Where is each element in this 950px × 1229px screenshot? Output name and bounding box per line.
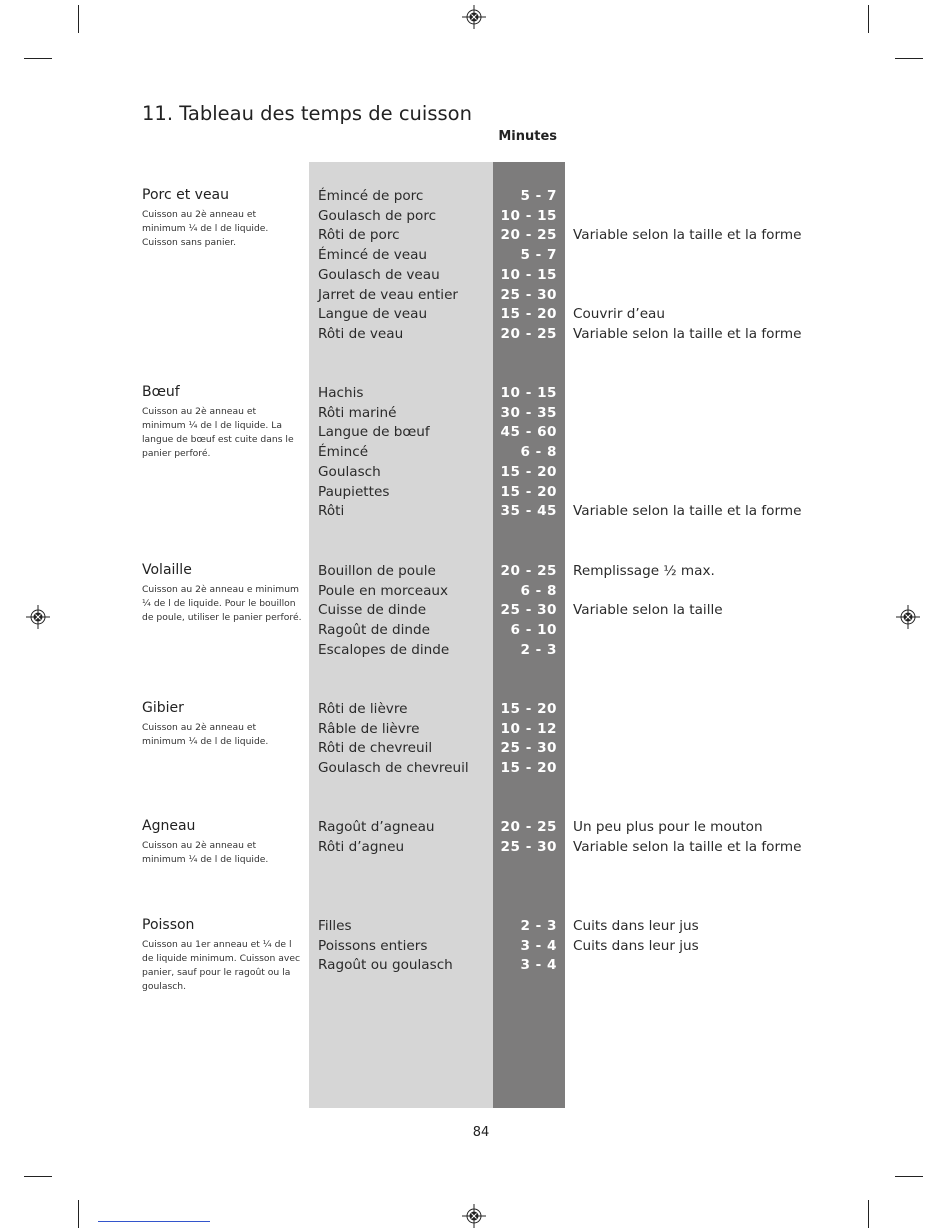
table-row (0, 305, 950, 325)
category-instructions: Cuisson au 2è anneau et minimum ¼ de l de liquide. (142, 722, 269, 747)
category-name: Bœuf (142, 384, 180, 400)
table-row (0, 562, 950, 582)
dish-name: Cuisse de dinde (318, 602, 427, 619)
cooking-note: Variable selon la taille et la forme (573, 227, 802, 244)
table-row (0, 187, 950, 207)
cooking-time: 20 - 25 (500, 227, 557, 244)
table-row (0, 266, 950, 286)
dish-name: Poule en morceaux (318, 582, 449, 599)
cooking-time: 45 - 60 (500, 424, 557, 441)
crop-mark (868, 5, 869, 33)
table-row (0, 404, 950, 424)
dish-name: Émincé de porc (318, 188, 424, 204)
dish-name: Langue de bœuf (318, 424, 430, 441)
page-title: 11. Tableau des temps de cuisson (142, 102, 472, 125)
table-row (0, 601, 950, 621)
table-row (0, 443, 950, 463)
registration-mark-icon (462, 5, 486, 29)
cooking-note: Remplissage ½ max. (573, 563, 715, 579)
cooking-time: 25 - 30 (500, 602, 557, 619)
cooking-note: Variable selon la taille et la forme (573, 838, 802, 855)
cooking-time: 6 - 10 (510, 622, 557, 639)
cooking-time: 3 - 4 (520, 957, 557, 974)
dish-name: Langue de veau (318, 306, 428, 323)
dish-name: Rôti de lièvre (318, 701, 408, 717)
cooking-time: 2 - 3 (520, 918, 557, 934)
dish-name: Rôti d’agneu (318, 838, 405, 855)
table-row (0, 384, 950, 404)
page-number: 84 (472, 1125, 490, 1140)
cooking-note: Cuits dans leur jus (573, 918, 699, 934)
link-underline (98, 1221, 210, 1222)
crop-mark (868, 1200, 869, 1228)
cooking-time: 15 - 20 (500, 760, 557, 777)
cooking-time: 15 - 20 (500, 463, 557, 480)
category-instructions: Cuisson au 2è anneau et minimum ¼ de l de liquide. (142, 840, 269, 865)
table-row (0, 423, 950, 443)
cooking-time: 10 - 15 (500, 266, 557, 283)
dish-name: Ragoût de dinde (318, 622, 431, 639)
dish-name: Goulasch de chevreuil (318, 760, 469, 777)
dish-name: Hachis (318, 385, 364, 401)
category-instructions: Cuisson au 1er anneau et ¼ de l de liquide minimum. Cuisson avec panier, sauf pour le ragoût ou la goulasch. (142, 939, 301, 992)
table-row (0, 641, 950, 661)
table-row (0, 759, 950, 779)
category-instructions: Cuisson au 2è anneau et minimum ¼ de l de liquide. Cuisson sans panier. (142, 209, 269, 248)
category-name: Poisson (142, 917, 195, 933)
table-row (0, 246, 950, 266)
table-row (0, 818, 950, 838)
table-row (0, 582, 950, 602)
cooking-time: 35 - 45 (500, 503, 557, 520)
cooking-time: 15 - 20 (500, 483, 557, 500)
dish-name: Rôti (318, 503, 345, 520)
cooking-time: 2 - 3 (520, 641, 557, 658)
cooking-time: 10 - 12 (500, 720, 557, 737)
crop-mark (24, 58, 52, 59)
table-row (0, 700, 950, 720)
dish-name: Rôti de veau (318, 325, 404, 342)
dish-name: Ragoût ou goulasch (318, 957, 453, 974)
crop-mark (895, 1176, 923, 1177)
dish-name: Rôti de chevreuil (318, 740, 433, 757)
cooking-time: 5 - 7 (520, 188, 557, 204)
table-row (0, 937, 950, 957)
cooking-time: 25 - 30 (500, 740, 557, 757)
cooking-time: 6 - 8 (520, 444, 557, 461)
table-row (0, 463, 950, 483)
dish-name: Escalopes de dinde (318, 641, 450, 658)
cooking-note: Couvrir d’eau (573, 306, 666, 323)
registration-mark-icon (462, 1204, 486, 1228)
category-instructions: Cuisson au 2è anneau et minimum ¼ de l de liquide. La langue de bœuf est cuite dans le panier perforé. (142, 406, 294, 459)
cooking-time: 30 - 35 (500, 404, 557, 421)
table-row (0, 286, 950, 306)
category-instructions: Cuisson au 2è anneau e minimum ¼ de l de liquide. Pour le bouillon de poule, utiliser le panier perforé. (142, 584, 302, 623)
cooking-time: 15 - 20 (500, 306, 557, 323)
cooking-time: 20 - 25 (500, 819, 557, 835)
table-row (0, 502, 950, 522)
dish-name: Goulasch (318, 463, 381, 480)
dish-name: Jarret de veau entier (318, 286, 459, 303)
cooking-time: 3 - 4 (520, 937, 557, 954)
crop-mark (78, 1200, 79, 1228)
dish-name: Poissons entiers (318, 937, 428, 954)
dish-name: Ragoût d’agneau (318, 819, 435, 835)
dish-name: Émincé de veau (318, 247, 428, 264)
table-row (0, 325, 950, 345)
dish-name: Rôti mariné (318, 404, 397, 421)
cooking-time: 6 - 8 (520, 582, 557, 599)
table-row (0, 226, 950, 246)
table-row (0, 621, 950, 641)
cooking-note: Un peu plus pour le mouton (573, 819, 763, 835)
cooking-time: 20 - 25 (500, 325, 557, 342)
cooking-note: Variable selon la taille et la forme (573, 325, 802, 342)
cooking-note: Variable selon la taille et la forme (573, 503, 802, 520)
table-row (0, 838, 950, 858)
category-name: Porc et veau (142, 187, 230, 203)
cooking-time: 20 - 25 (500, 563, 557, 579)
table-row (0, 956, 950, 976)
minutes-column-header: Minutes (498, 129, 557, 144)
cooking-time: 25 - 30 (500, 286, 557, 303)
table-row (0, 720, 950, 740)
dish-name: Râble de lièvre (318, 720, 420, 737)
cooking-note: Variable selon la taille (573, 602, 723, 619)
dish-name: Filles (318, 918, 352, 934)
table-row (0, 483, 950, 503)
cooking-time: 25 - 30 (500, 838, 557, 855)
dish-name: Rôti de porc (318, 227, 400, 244)
dish-name: Paupiettes (318, 483, 390, 500)
dish-name: Goulasch de porc (318, 207, 437, 224)
table-row (0, 739, 950, 759)
dish-name: Goulasch de veau (318, 266, 440, 283)
crop-mark (24, 1176, 52, 1177)
dish-name: Bouillon de poule (318, 563, 436, 579)
category-name: Agneau (142, 818, 196, 834)
table-row (0, 917, 950, 937)
cooking-time: 10 - 15 (500, 385, 557, 401)
crop-mark (895, 58, 923, 59)
cooking-time: 10 - 15 (500, 207, 557, 224)
cooking-time: 15 - 20 (500, 701, 557, 717)
crop-mark (78, 5, 79, 33)
table-row (0, 207, 950, 227)
category-name: Volaille (142, 562, 192, 578)
cooking-note: Cuits dans leur jus (573, 937, 699, 954)
cooking-time: 5 - 7 (520, 247, 557, 264)
category-name: Gibier (142, 700, 184, 716)
dish-name: Émincé (318, 444, 369, 461)
